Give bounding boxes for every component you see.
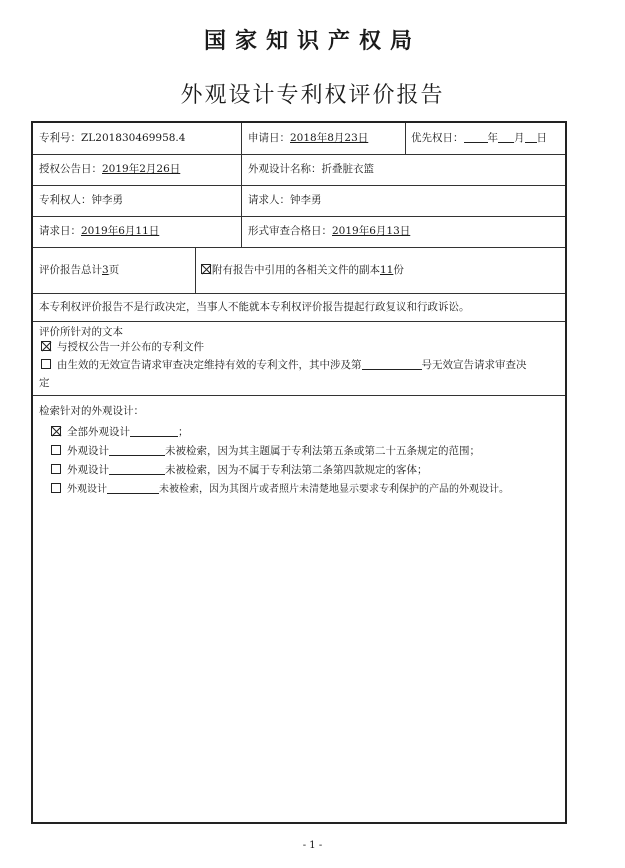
report-form bbox=[31, 121, 567, 824]
patent-number-field bbox=[39, 131, 185, 145]
search-item-3-label: 外观设计 bbox=[67, 464, 109, 476]
formal-exam-label: 形式审查合格日： bbox=[248, 225, 332, 237]
column-divider bbox=[241, 123, 242, 247]
evaluated-texts-title: 评价所针对的文本 bbox=[39, 326, 123, 338]
row-divider bbox=[33, 321, 565, 322]
row-divider bbox=[33, 154, 565, 155]
attached-copies-prefix: 附有报告中引用的各相关文件的副本 bbox=[212, 264, 380, 276]
row-divider bbox=[33, 185, 565, 186]
search-item-3-reason: 未被检索，因为不属于专利法第二条第四款规定的客体； bbox=[165, 464, 428, 476]
formal-exam-value: 2019年6月13日 bbox=[332, 225, 411, 237]
row-divider bbox=[33, 247, 565, 248]
priority-year-suffix: 年 bbox=[487, 132, 498, 144]
issuing-office: 国家知识产权局 bbox=[203, 29, 421, 54]
formal-exam-field bbox=[248, 224, 410, 238]
requester-label: 请求人： bbox=[248, 194, 290, 206]
report-pages-prefix: 评价报告总计 bbox=[39, 264, 102, 276]
application-date-value: 2018年8月23日 bbox=[290, 132, 369, 144]
row-divider bbox=[33, 216, 565, 217]
patentee-field bbox=[39, 193, 123, 207]
report-title: 外观设计专利权评价报告 bbox=[180, 83, 445, 108]
patent-number-value: ZL201830469958.4 bbox=[81, 132, 186, 144]
search-item-4-checkbox[interactable] bbox=[51, 483, 61, 493]
search-item-2-reason: 未被检索，因为其主题属于专利法第五条或第二十五条规定的范围； bbox=[165, 445, 480, 457]
attached-copies-count: 11 bbox=[380, 264, 394, 276]
search-item-4-label: 外观设计 bbox=[67, 484, 107, 495]
row-divider bbox=[33, 395, 565, 396]
search-item-4-blank bbox=[107, 482, 159, 494]
evaluated-text-option-2 bbox=[41, 358, 527, 372]
request-date-label: 请求日： bbox=[39, 225, 81, 237]
column-divider bbox=[195, 247, 196, 293]
evaluated-text-option-1-label: 与授权公告一并公布的专利文件 bbox=[57, 341, 204, 353]
patentee-label: 专利权人： bbox=[39, 194, 92, 206]
application-date-label: 申请日： bbox=[248, 132, 290, 144]
report-pages-field bbox=[39, 263, 119, 277]
searched-designs-title: 检索针对的外观设计： bbox=[39, 405, 144, 417]
patentee-value: 钟李勇 bbox=[91, 194, 123, 206]
attached-copies-checkbox[interactable] bbox=[201, 264, 211, 274]
column-divider bbox=[405, 123, 406, 154]
attached-copies-field bbox=[201, 263, 404, 277]
search-item-4 bbox=[51, 482, 509, 497]
evaluated-text-option-2-label-cont: 号无效宣告请求审查决 bbox=[421, 359, 527, 371]
search-item-3 bbox=[51, 463, 428, 477]
requester-field bbox=[248, 193, 322, 207]
design-name-label: 外观设计名称： bbox=[248, 163, 322, 175]
attached-copies-suffix: 份 bbox=[393, 264, 404, 276]
invalidation-number-blank bbox=[362, 358, 422, 370]
publication-date-value: 2019年2月26日 bbox=[102, 163, 181, 175]
report-pages-count: 3 bbox=[102, 264, 109, 276]
publication-date-label: 授权公告日： bbox=[39, 163, 102, 175]
legal-notice: 本专利权评价报告不是行政决定，当事人不能就本专利权评价报告提起行政复议和行政诉讼。 bbox=[39, 301, 470, 313]
search-item-2-checkbox[interactable] bbox=[51, 445, 61, 455]
search-item-1-label: 全部外观设计 bbox=[67, 426, 130, 438]
search-item-2 bbox=[51, 444, 480, 458]
priority-year-blank bbox=[464, 131, 488, 143]
search-item-2-label: 外观设计 bbox=[67, 445, 109, 457]
report-pages-suffix: 页 bbox=[108, 264, 120, 276]
priority-date-field bbox=[411, 131, 547, 145]
evaluated-text-option-1-checkbox[interactable] bbox=[41, 341, 51, 351]
design-name-field bbox=[248, 162, 374, 176]
search-item-1 bbox=[51, 425, 189, 439]
request-date-field bbox=[39, 224, 159, 238]
priority-date-label: 优先权日： bbox=[411, 132, 464, 144]
page-number: - 1 - bbox=[302, 840, 323, 851]
priority-month-blank bbox=[498, 131, 514, 143]
evaluated-text-option-2-label: 由生效的无效宣告请求审查决定维持有效的专利文件，其中涉及第 bbox=[57, 359, 362, 371]
priority-day-blank bbox=[525, 131, 537, 143]
priority-day-suffix: 日 bbox=[536, 132, 547, 144]
search-item-3-checkbox[interactable] bbox=[51, 464, 61, 474]
search-item-2-blank bbox=[109, 444, 165, 456]
row-divider bbox=[33, 293, 565, 294]
search-item-4-reason: 未被检索，因为其图片或者照片未清楚地显示要求专利保护的产品的外观设计。 bbox=[159, 484, 509, 495]
search-item-1-checkbox[interactable] bbox=[51, 426, 61, 436]
evaluated-text-option-2-checkbox[interactable] bbox=[41, 359, 51, 369]
requester-value: 钟李勇 bbox=[290, 194, 322, 206]
application-date-field bbox=[248, 131, 368, 145]
patent-number-label: 专利号： bbox=[39, 132, 81, 144]
request-date-value: 2019年6月11日 bbox=[81, 225, 160, 237]
priority-month-suffix: 月 bbox=[514, 132, 525, 144]
design-name-value: 折叠脏衣篮 bbox=[321, 163, 374, 175]
evaluated-text-option-1 bbox=[41, 340, 204, 354]
search-item-1-end: ； bbox=[178, 426, 189, 438]
evaluated-text-option-2-wrap: 定 bbox=[39, 377, 50, 389]
search-item-1-blank bbox=[130, 425, 178, 437]
search-item-3-blank bbox=[109, 463, 165, 475]
publication-date-field bbox=[39, 162, 180, 176]
